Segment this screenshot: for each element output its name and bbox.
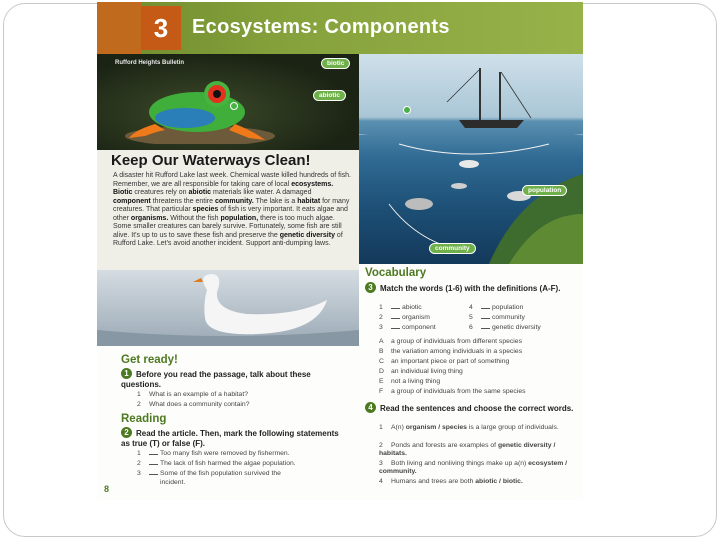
word-item (379, 314, 430, 321)
definition-letter: E (379, 378, 384, 385)
item-number: 2 (379, 442, 383, 449)
sentence-text: Both living and nonliving things make up a(n) (391, 460, 527, 467)
item-text: Some of the fish population survived the (160, 470, 281, 477)
exercise-number: 2 (121, 427, 132, 438)
item-text: abiotic (402, 304, 422, 311)
list-item (137, 470, 281, 477)
item-number: 1 (137, 391, 141, 398)
item-number: 3 (379, 324, 383, 331)
exercise-number: 4 (365, 402, 376, 413)
frog-illustration (125, 74, 275, 144)
definition-letter: C (379, 358, 384, 365)
unit-side-tab (97, 2, 141, 54)
page-number: 8 (104, 484, 110, 494)
frog-photo (97, 54, 359, 150)
word-item (379, 324, 436, 331)
swan-photo (97, 270, 359, 346)
article-term: genetic diversity (279, 231, 335, 239)
item-text: incident. (160, 479, 186, 486)
definition-item (379, 368, 463, 375)
reading-title: Reading (121, 413, 167, 425)
definition-letter: D (379, 368, 384, 375)
instruction-text: Before you read the passage, talk about these questions. (121, 370, 311, 389)
item-number: 1 (137, 450, 141, 457)
instruction-text: Read the article. Then, mark the following statements as true (T) or false (F). (121, 429, 339, 448)
item-number: 2 (379, 314, 383, 321)
definition-item (379, 388, 526, 395)
definition-letter: B (379, 348, 384, 355)
label-abiotic: abiotic (313, 90, 346, 101)
sentence-item (379, 424, 573, 432)
article-term: ecosystems. (291, 180, 334, 188)
photo-credit: Rufford Heights Bulletin (115, 60, 184, 66)
item-number: 1 (379, 304, 383, 311)
answer-blank[interactable] (391, 308, 400, 309)
sentence-item (379, 460, 573, 477)
definition-item (379, 338, 522, 345)
answer-blank[interactable] (149, 454, 158, 455)
list-item-continuation (160, 479, 185, 486)
article-term: species (192, 206, 219, 214)
definition-text: the variation among individuals in a species (391, 348, 523, 355)
definition-item (379, 348, 522, 355)
article (97, 150, 359, 270)
item-number: 4 (469, 304, 473, 311)
article-term: abiotic (188, 189, 212, 197)
definition-item (379, 378, 440, 385)
definition-text: a group of individuals from the same species (391, 388, 526, 395)
instruction-text: Read the sentences and choose the correct words. (380, 404, 574, 413)
item-number: 6 (469, 324, 473, 331)
list-item (137, 391, 248, 398)
choose-words-instruction (365, 402, 577, 414)
article-text: of Rufford Lake. Let's avoid another incident. Support anti-dumping laws. (113, 231, 343, 248)
article-term: component (113, 197, 151, 205)
item-number: 5 (469, 314, 473, 321)
sentence-text: A(n) (391, 424, 404, 431)
article-text: there is too much algae. Some smaller creatures can barely survive. Fortunately, some fish are still alive. It's up to us to save these fish and preserve the (113, 214, 342, 239)
textbook-page (97, 2, 583, 500)
vocabulary-title: Vocabulary (365, 267, 427, 279)
answer-blank[interactable] (149, 474, 158, 475)
label-biotic: biotic (321, 58, 350, 69)
article-text: The lake is a (255, 197, 296, 205)
item-text: component (402, 324, 436, 331)
item-number: 2 (137, 460, 141, 467)
definition-letter: A (379, 338, 384, 345)
list-item (137, 460, 296, 467)
item-number: 3 (137, 470, 141, 477)
item-text: genetic diversity (492, 324, 541, 331)
word-item (469, 324, 541, 331)
article-term: habitat (297, 197, 321, 205)
article-text: Without the fish (170, 214, 219, 222)
article-body (113, 172, 351, 249)
item-text: What is an example of a habitat? (149, 391, 248, 398)
article-text: A disaster hit Rufford Lake last week. Chemical waste killed hundreds of fish. Remember, we are all responsible for taking care of local (113, 172, 351, 188)
vocabulary-instruction (365, 282, 577, 294)
choice-words[interactable]: organism / species (405, 424, 467, 431)
sailboat-illustration (439, 62, 539, 134)
sentence-item (379, 478, 573, 486)
article-text: of fish is very important. It eats algae and other (113, 206, 348, 222)
choice-words[interactable]: genetic diversity / habitats. (379, 442, 556, 458)
definition-item (379, 358, 509, 365)
item-number: 2 (137, 401, 141, 408)
item-text: population (492, 304, 524, 311)
word-item (379, 304, 422, 311)
definition-letter: F (379, 388, 384, 395)
item-text: Too many fish were removed by fishermen. (160, 450, 290, 457)
item-text: organism (402, 314, 430, 321)
word-item (469, 314, 525, 321)
choice-words[interactable]: abiotic / biotic. (475, 478, 523, 485)
answer-blank[interactable] (481, 318, 490, 319)
answer-blank[interactable] (481, 308, 490, 309)
article-headline: Keep Our Waterways Clean! (111, 152, 311, 169)
article-term: Biotic (113, 189, 133, 197)
label-community: community (429, 243, 476, 254)
item-text: community (492, 314, 525, 321)
marker-dot (230, 102, 238, 110)
definition-text: an individual living thing (391, 368, 463, 375)
article-term: population, (220, 214, 259, 222)
definition-text: a group of individuals from different species (391, 338, 522, 345)
get-ready-instruction (121, 368, 341, 389)
list-item (137, 401, 250, 408)
item-text: The lack of fish harmed the algae population. (160, 460, 296, 467)
answer-blank[interactable] (391, 318, 400, 319)
reading-instruction (121, 427, 341, 448)
answer-blank[interactable] (149, 464, 158, 465)
exercise-number: 1 (121, 368, 132, 379)
answer-blank[interactable] (481, 328, 490, 329)
ocean-photo (359, 54, 583, 264)
item-text: What does a community contain? (149, 401, 250, 408)
sentence-item (379, 442, 573, 459)
definition-text: not a living thing (391, 378, 441, 385)
marker-dot (403, 106, 411, 114)
label-population: population (522, 185, 567, 196)
instruction-text: Match the words (1-6) with the definitions (A-F). (380, 284, 561, 293)
item-number: 3 (379, 460, 383, 467)
get-ready-title: Get ready! (121, 354, 178, 366)
unit-number: 3 (141, 6, 181, 50)
list-item (137, 450, 290, 457)
article-term: organisms. (130, 214, 169, 222)
sentence-text: Humans and trees are both (391, 478, 474, 485)
unit-header (97, 2, 583, 54)
swan-illustration (97, 270, 359, 346)
choice-words[interactable]: ecosystem / community. (379, 460, 568, 476)
item-number: 4 (379, 478, 383, 485)
exercise-number: 3 (365, 282, 376, 293)
sentence-text: Ponds and forests are examples of (391, 442, 497, 449)
word-item (469, 304, 523, 311)
item-number: 1 (379, 424, 383, 431)
definition-text: an important piece or part of something (391, 358, 510, 365)
article-text: for many creatures. That particular (113, 197, 350, 214)
answer-blank[interactable] (391, 328, 400, 329)
article-text: threatens the entire (152, 197, 214, 205)
sentence-text: is a large group of individuals. (468, 424, 559, 431)
article-text: materials like water. A damaged (213, 189, 312, 197)
article-term: community. (214, 197, 254, 205)
unit-title: Ecosystems: Components (192, 16, 450, 38)
article-text: creatures rely on (134, 189, 187, 197)
